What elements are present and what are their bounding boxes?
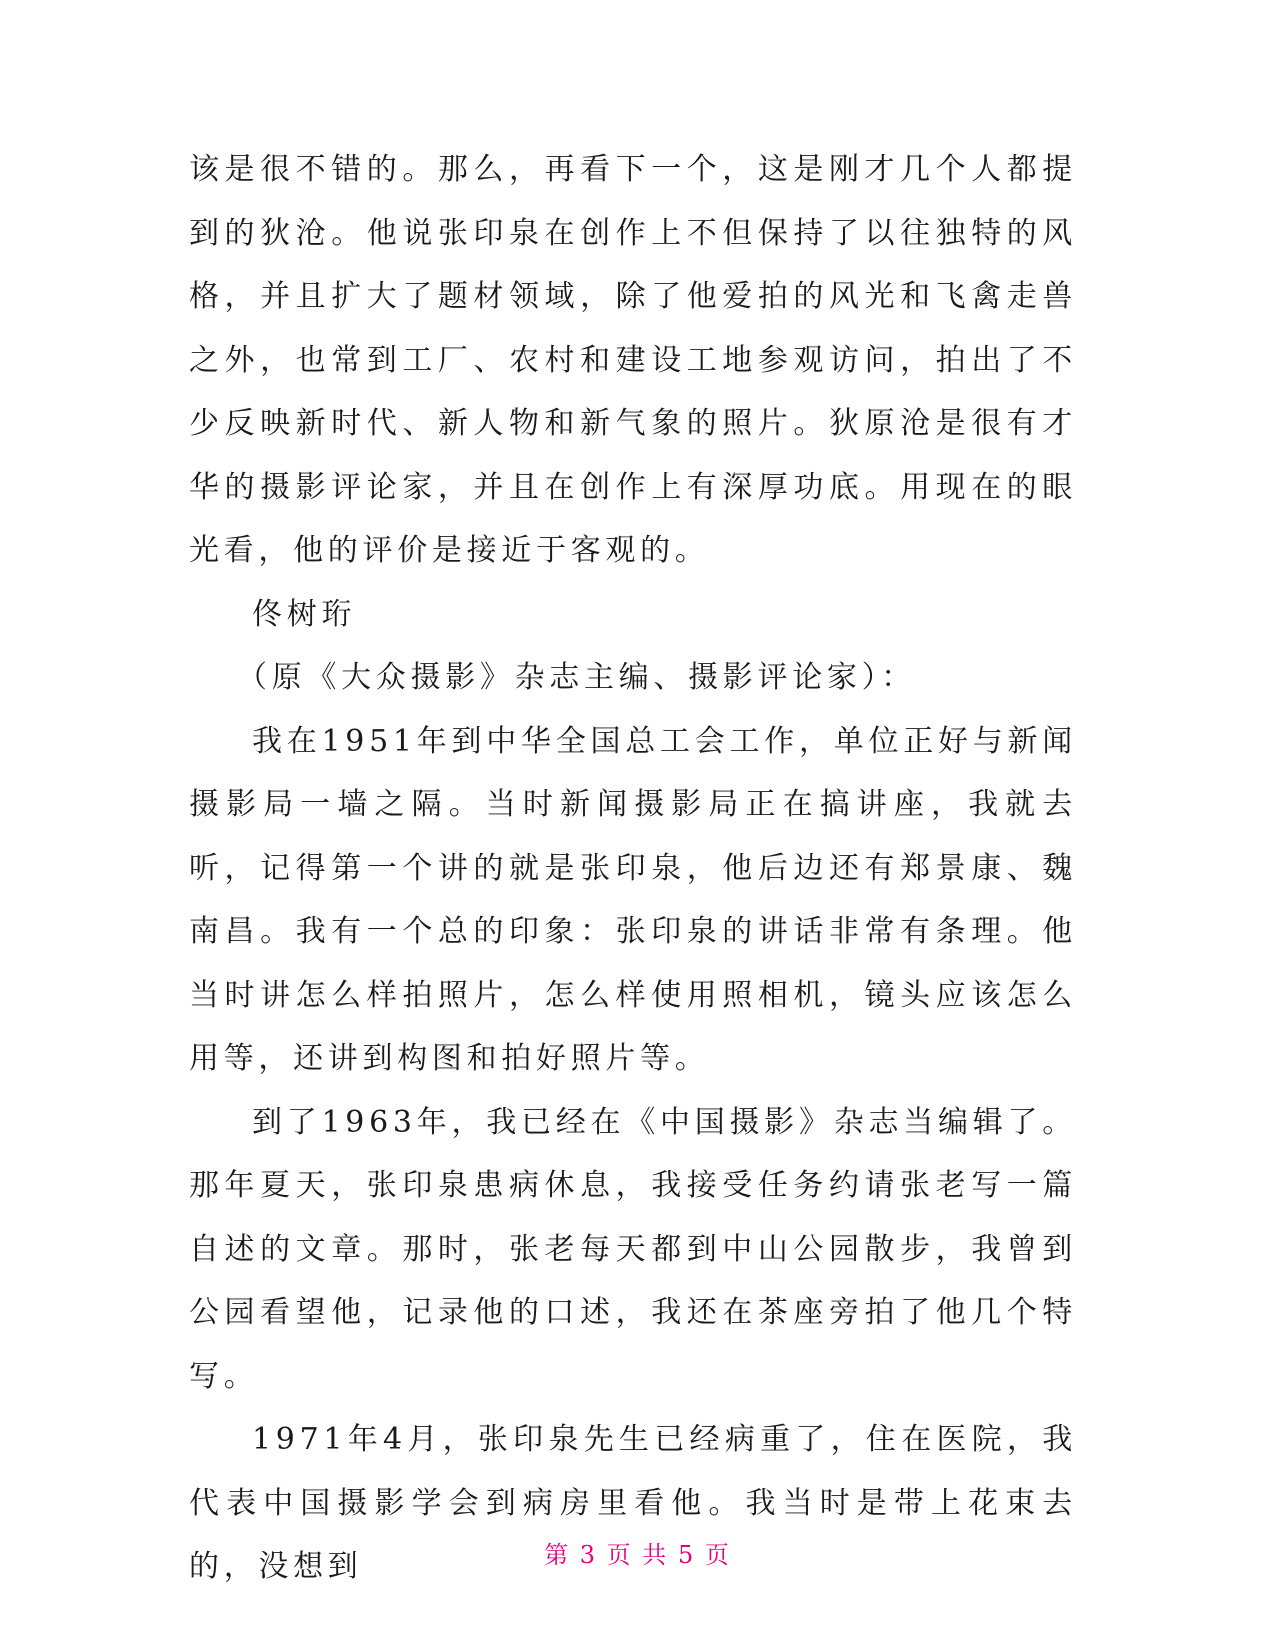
document-body	[189, 138, 1077, 1599]
paragraph-continuation: 该是很不错的。那么，再看下一个，这是刚才几个人都提到的狄沧。他说张印泉在创作上不但保持了以往独特的风格，并且扩大了题材领域，除了他爱拍的风光和飞禽走兽之外，也常到工厂、农村和建设工地参观访问，拍出了不少反映新时代、新人物和新气象的照片。狄原沧是很有才华的摄影评论家，并且在创作上有深厚功底。用现在的眼光看，他的评价是接近于客观的。	[189, 152, 1077, 568]
paragraph-1971: 1971年4月，张印泉先生已经病重了，住在医院，我代表中国摄影学会到病房里看他。我当时是带上花束去的，没想到	[189, 1422, 1077, 1584]
page-number-footer: 第 3 页 共 5 页	[544, 1541, 731, 1569]
speaker-title: （原《大众摄影》杂志主编、摄影评论家）：	[237, 660, 916, 695]
speaker-name: 佟树珩	[252, 596, 357, 632]
paragraph-1963: 到了1963年，我已经在《中国摄影》杂志当编辑了。那年夏天，张印泉患病休息，我接受任务约请张老写一篇自述的文章。那时，张老每天都到中山公园散步，我曾到公园看望他，记录他的口述，我还在茶座旁拍了他几个特写。	[189, 1104, 1077, 1394]
paragraph-1951: 我在1951年到中华全国总工会工作，单位正好与新闻摄影局一墙之隔。当时新闻摄影局正在搞讲座，我就去听，记得第一个讲的就是张印泉，他后边还有郑景康、魏南昌。我有一个总的印象：张印泉的讲话非常有条理。他当时讲怎么样拍照片，怎么样使用照相机，镜头应该怎么用等，还讲到构图和拍好照片等。	[189, 723, 1077, 1076]
